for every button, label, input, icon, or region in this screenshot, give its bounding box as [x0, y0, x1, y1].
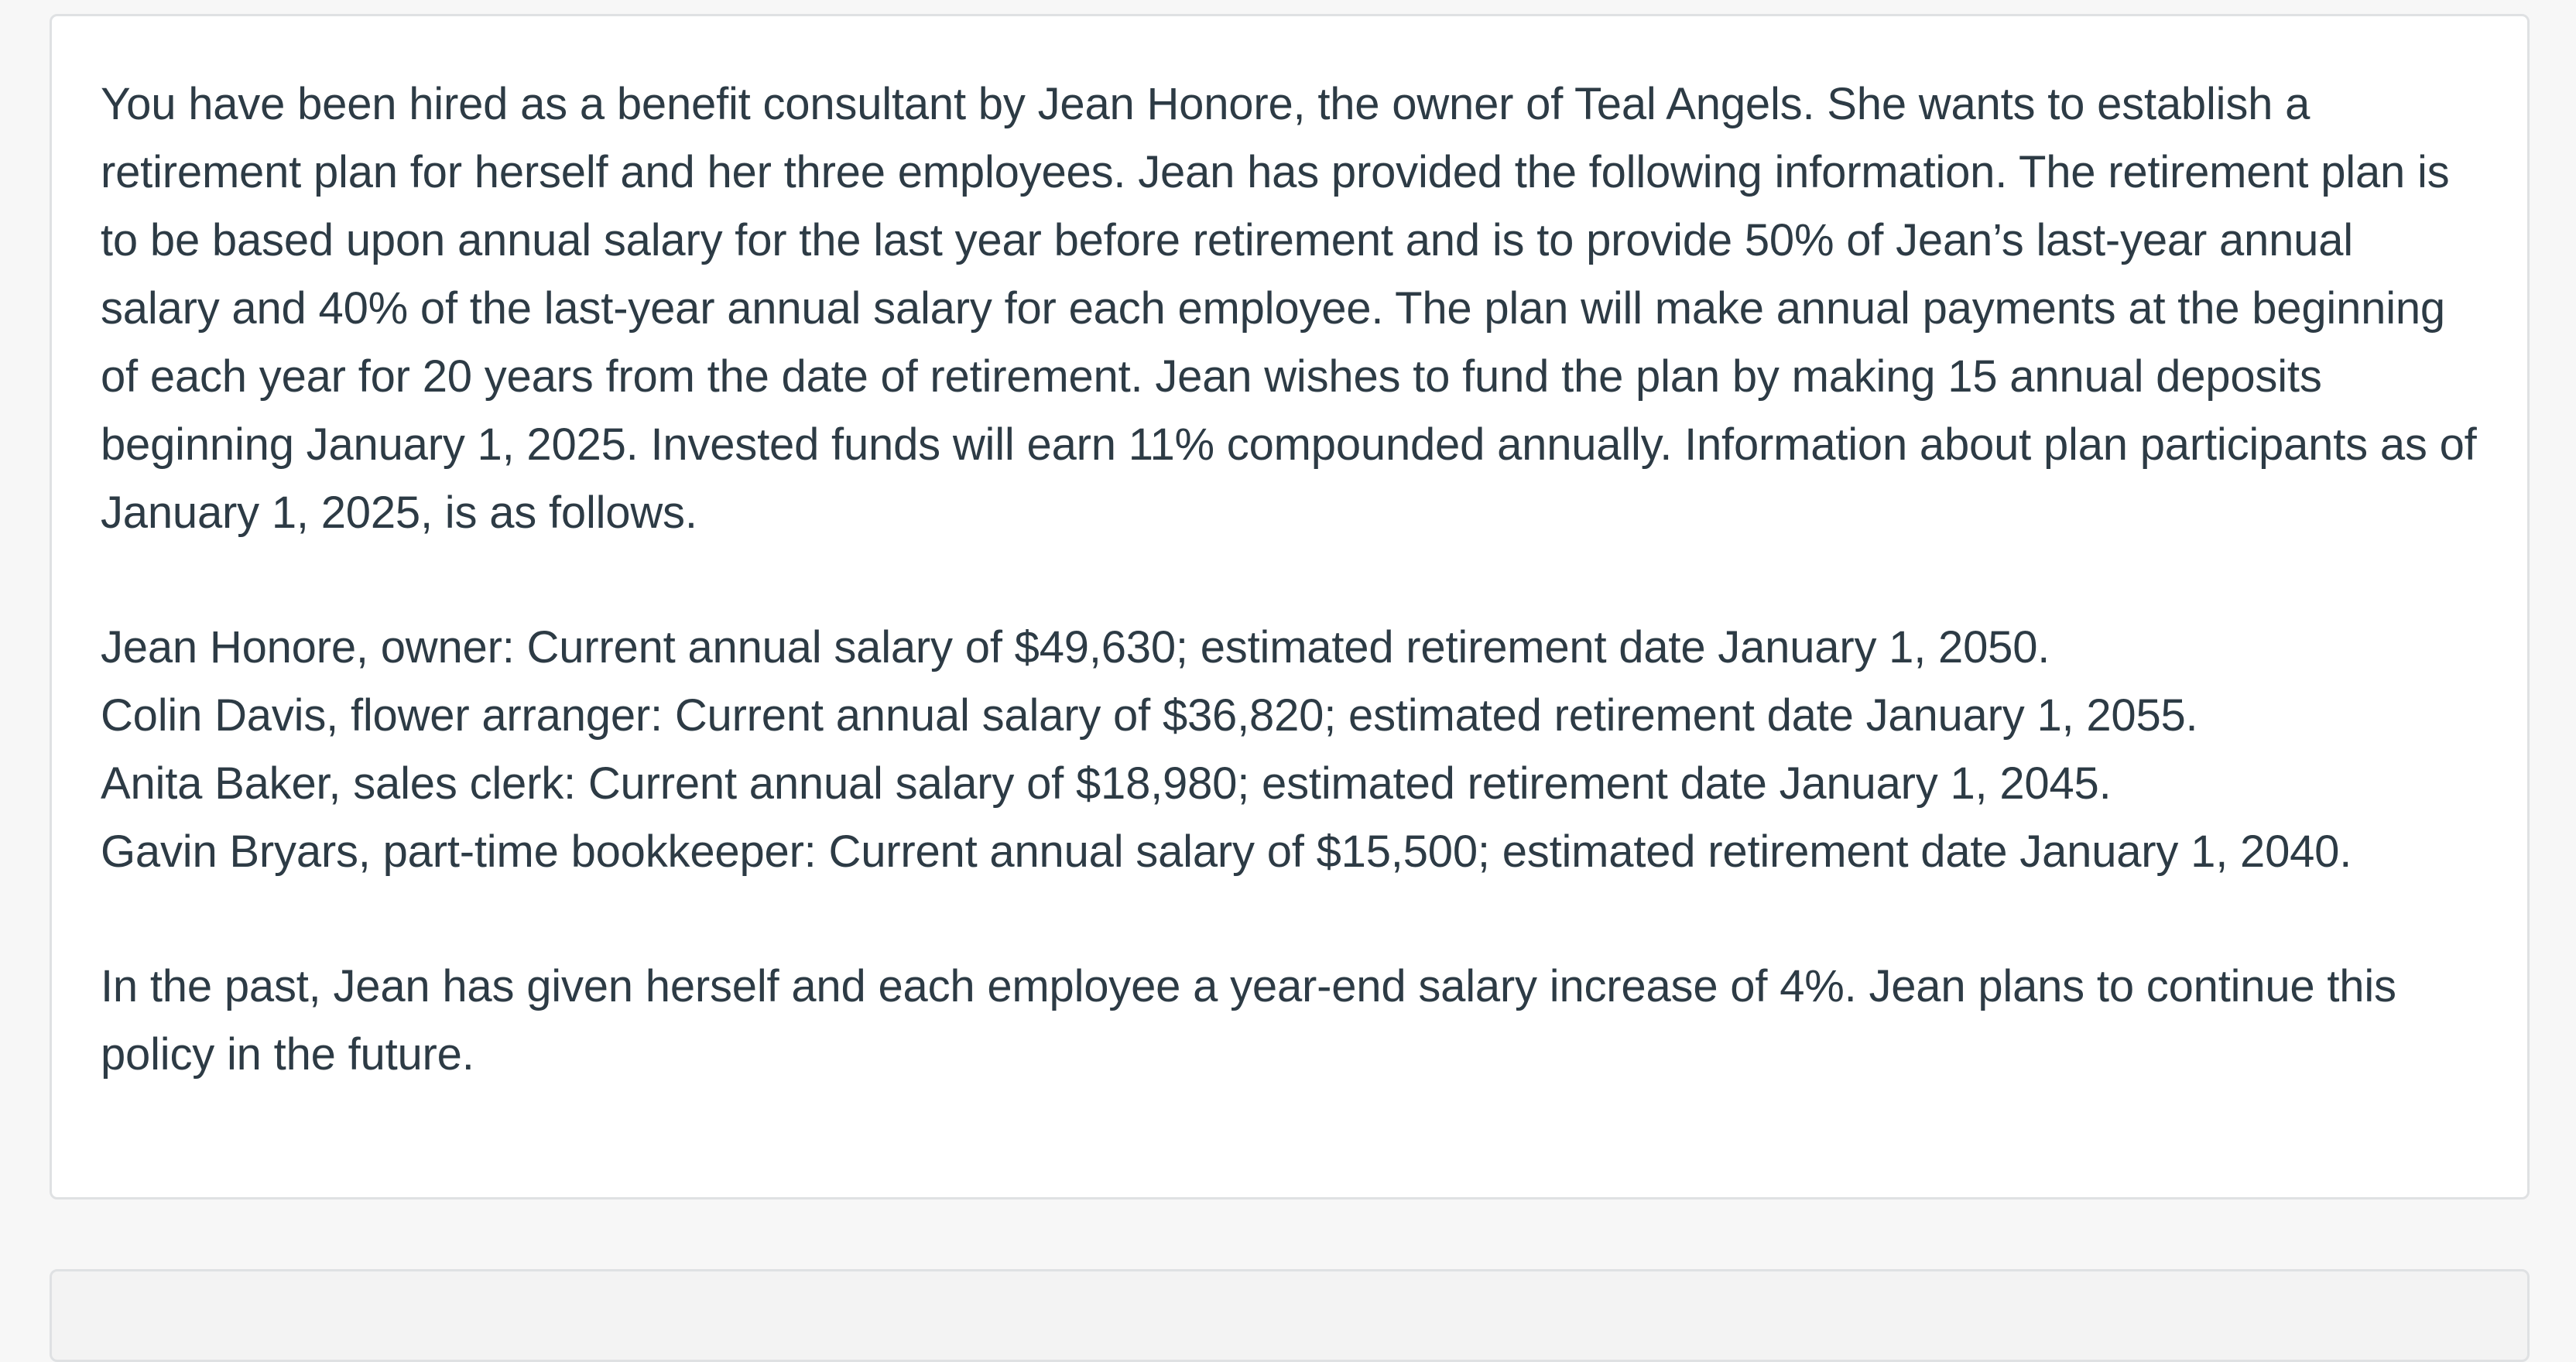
spacer — [101, 547, 2481, 614]
participant-gavin-bryars: Gavin Bryars, part-time bookkeeper: Current annual salary of $15,500; estimated retirement date January 1, 2040. — [101, 826, 2352, 877]
problem-card — [50, 14, 2530, 1199]
participant-anita-baker: Anita Baker, sales clerk: Current annual salary of $18,980; estimated retirement date January 1, 2045. — [101, 758, 2112, 809]
problem-intro: You have been hired as a benefit consultant by Jean Honore, the owner of Teal Angels. She wants to establish a retirement plan for herself and her three employees. Jean has provided the following information. The retirement plan is to be based upon annual salary for the last year before retirement and is to provide 50% of Jean’s last-year annual salary and 40% of the last-year annual salary for each employee. The plan will make annual payments at the beginning of each year for 20 years from the date of retirement. Jean wishes to fund the plan by making 15 annual deposits beginning January 1, 2025. Invested funds will earn 11% compounded annually. Information about plan participants as of January 1, 2025, is as follows. — [101, 79, 2477, 538]
participant-list — [101, 614, 2481, 886]
participant-jean-honore: Jean Honore, owner: Current annual salary of $49,630; estimated retirement date January 1, 2050. — [101, 622, 2050, 672]
participant-colin-davis: Colin Davis, flower arranger: Current annual salary of $36,820; estimated retirement date January 1, 2055. — [101, 690, 2198, 741]
next-card-edge — [50, 1269, 2530, 1362]
spacer — [101, 886, 2481, 953]
problem-closing: In the past, Jean has given herself and each employee a year-end salary increase of 4%. Jean plans to continue this policy in the future. — [101, 961, 2396, 1080]
